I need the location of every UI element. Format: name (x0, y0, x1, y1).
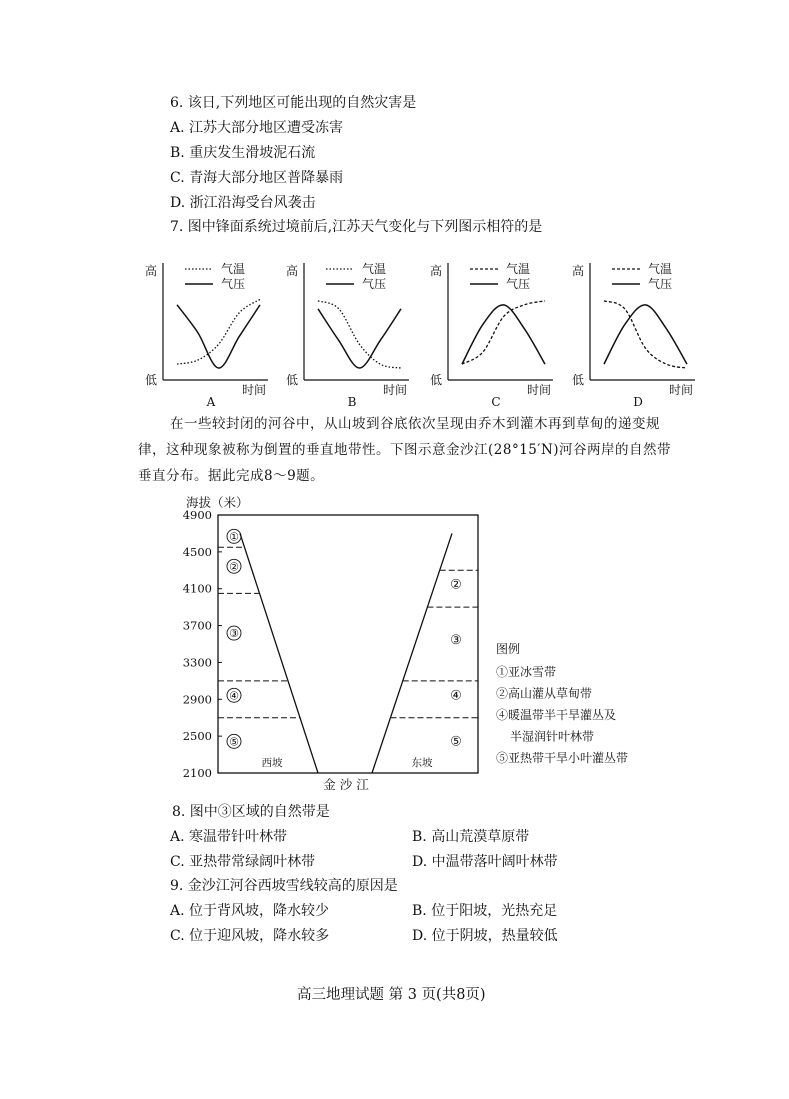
legend-pressure-label: 气压 (362, 277, 387, 291)
temperature-curve (462, 301, 545, 364)
y-tick-label: 4100 (182, 581, 212, 596)
temperature-curve (318, 301, 401, 368)
pressure-curve (177, 305, 260, 368)
y-low-label: 低 (145, 373, 158, 387)
chart-panel-D (572, 261, 695, 409)
legend-temp-label: 气温 (221, 262, 246, 276)
pressure-curve (462, 305, 545, 364)
legend-temp-label: 气温 (362, 262, 387, 276)
y-high-label: 高 (430, 264, 443, 278)
q8-option-d: D. 中温带落叶阔叶林带 (412, 854, 558, 870)
plot-frame (218, 515, 478, 773)
passage-line-3: 垂直分布。据此完成8～9题。 (138, 468, 325, 484)
y-high-label: 高 (145, 264, 158, 278)
west-slope-line (240, 533, 318, 773)
panel-label: C (491, 395, 501, 409)
pressure-curve (318, 309, 401, 368)
west-zone-label: ⑤ (229, 735, 239, 749)
q7-stem: 7. 图中锋面系统过境前后,江苏天气变化与下列图示相符的是 (170, 219, 543, 235)
passage-line-2: 律，这种现象被称为倒置的垂直地带性。下图示意金沙江(28°15′N)河谷两岸的自然带 (138, 442, 672, 458)
east-zone-label: ② (450, 577, 462, 593)
legend-temp-label: 气温 (648, 262, 673, 276)
q9-option-a: A. 位于背风坡，降水较少 (170, 903, 330, 919)
pressure-curve (604, 305, 687, 364)
west-zone-label: ③ (229, 627, 239, 641)
chart-panel-A (145, 261, 268, 409)
y-tick-label: 4500 (182, 544, 212, 559)
page-footer: 高三地理试题 第 3 页(共8页) (297, 987, 486, 1003)
q6-option-c: C. 青海大部分地区普降暴雨 (170, 170, 344, 186)
y-low-label: 低 (430, 373, 443, 387)
q9-option-b: B. 位于阳坡，光热充足 (412, 903, 558, 919)
q8-option-c: C. 亚热带常绿阔叶林带 (170, 854, 316, 870)
x-axis-label: 时间 (526, 383, 552, 397)
legend-item-1: ②高山灌从草甸带 (496, 686, 593, 701)
y-tick-label: 3700 (182, 618, 212, 633)
y-high-label: 高 (286, 264, 299, 278)
legend-item-2: ④暖温带半干旱灌丛及 (496, 708, 617, 722)
q9-option-d: D. 位于阴坡，热量较低 (412, 928, 558, 944)
east-zone-label: ⑤ (450, 734, 462, 750)
panel-label: A (206, 395, 216, 409)
legend-item-4: ⑤亚热带干旱小叶灌丛带 (496, 751, 629, 765)
y-tick-label: 2900 (182, 692, 212, 707)
valley-chart (0, 490, 789, 790)
q6-option-b: B. 重庆发生滑坡泥石流 (170, 145, 316, 161)
small-charts (0, 255, 789, 415)
x-axis-label: 时间 (241, 383, 267, 397)
legend-item-3: 半湿润针叶林带 (510, 729, 595, 744)
y-axis-title: 海拔（米） (186, 495, 249, 510)
east-slope-line (372, 533, 452, 773)
legend-pressure-label: 气压 (506, 277, 531, 291)
x-axis-label: 时间 (382, 383, 408, 397)
y-low-label: 低 (286, 373, 299, 387)
legend-item-0: ①亚冰雪带 (496, 665, 557, 679)
west-zone-label: ① (229, 530, 239, 544)
q6-stem: 6. 该日,下列地区可能出现的自然灾害是 (170, 95, 417, 111)
y-tick-label: 3300 (182, 655, 212, 670)
river-label: 金 沙 江 (323, 777, 369, 790)
y-low-label: 低 (572, 373, 585, 387)
q9-stem: 9. 金沙江河谷西坡雪线较高的原因是 (170, 878, 398, 894)
q8-option-b: B. 高山荒漠草原带 (412, 829, 530, 845)
panel-label: B (347, 395, 357, 409)
east-zone-label: ④ (450, 688, 462, 704)
west-zone-label: ④ (229, 689, 239, 703)
x-axis-label: 时间 (668, 383, 694, 397)
q8-option-a: A. 寒温带针叶林带 (170, 829, 288, 845)
q9-option-c: C. 位于迎风坡，降水较多 (170, 928, 330, 944)
legend-title: 图例 (496, 642, 521, 656)
q8-stem: 8. 图中③区域的自然带是 (172, 804, 330, 820)
east-slope-label: 东坡 (411, 757, 433, 769)
panel-label: D (633, 395, 643, 409)
legend-pressure-label: 气压 (221, 277, 246, 291)
legend-pressure-label: 气压 (648, 277, 673, 291)
y-tick-label: 4900 (182, 508, 212, 522)
y-tick-label: 2500 (182, 729, 212, 744)
q6-option-a: A. 江苏大部分地区遭受冻害 (170, 120, 344, 136)
chart-panel-C (430, 261, 553, 409)
temperature-curve (604, 301, 687, 368)
y-tick-label: 2100 (182, 766, 212, 780)
chart-panel-B (286, 261, 409, 409)
y-high-label: 高 (572, 264, 585, 278)
east-zone-label: ③ (450, 633, 462, 648)
west-slope-label: 西坡 (261, 757, 283, 769)
temperature-curve (177, 299, 260, 364)
west-zone-label: ② (229, 560, 239, 574)
passage-line-1: 在一些较封闭的河谷中，从山坡到谷底依次呈现由乔木到灌木再到草甸的递变规 (170, 416, 660, 432)
legend-temp-label: 气温 (506, 262, 531, 276)
q6-option-d: D. 浙江沿海受台风袭击 (170, 195, 316, 211)
